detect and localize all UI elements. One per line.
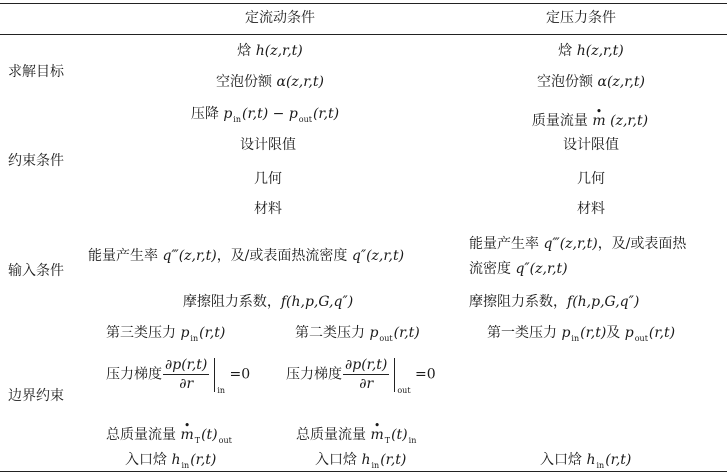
flow-void-fraction: 空泡份额 α(z,r,t) — [216, 74, 324, 90]
bottom-rule — [0, 471, 727, 472]
section-constraint: 约束条件 — [8, 153, 64, 169]
gradient-fraction: $\frac{\partial p(r,t)}{\partial r}$ — [165, 357, 208, 392]
flow-second-kind-pressure: 第二类压力 $p_{out}(r,t)$ — [295, 325, 420, 343]
evaluation-bar — [394, 358, 395, 392]
header-fixed-flow: 定流动条件 — [245, 10, 315, 26]
pressure-energy-generation-line1: 能量产生率 q‴(z,r,t)，及/或表面热 — [469, 236, 687, 252]
header-rule — [0, 34, 727, 35]
flow-total-mass-flow-in: 总质量流量 • $m_T(t)_{in}$ — [296, 426, 417, 446]
pressure-void-fraction: 空泡份额 α(z,r,t) — [537, 74, 645, 90]
pressure-material: 材料 — [577, 201, 605, 217]
pressure-geometry: 几何 — [577, 171, 605, 187]
flow-geometry: 几何 — [254, 171, 282, 187]
flow-inlet-enthalpy-1: 入口焓 $h_{in}(r,t)$ — [125, 452, 217, 470]
section-boundary: 边界约束 — [8, 388, 64, 404]
top-rule — [0, 3, 727, 4]
flow-enthalpy: 焓 h(z,r,t) — [237, 43, 303, 59]
header-fixed-pressure: 定压力条件 — [546, 10, 616, 26]
flow-friction-coefficient: 摩擦阻力系数，f(h,p,G,q″) — [182, 294, 354, 310]
gradient-fraction: $\frac{\partial p(r,t)}{\partial r}$ — [345, 357, 388, 392]
pressure-mass-flow: 质量流量 • m (z,r,t) — [532, 112, 648, 130]
pressure-inlet-enthalpy: 入口焓 $h_{in}(r,t)$ — [540, 452, 632, 470]
section-input: 输入条件 — [8, 263, 64, 279]
pressure-friction-coefficient: 摩擦阻力系数，f(h,p,G,q″) — [469, 294, 640, 310]
flow-material: 材料 — [254, 201, 282, 217]
flow-gradient-outlet: 压力梯度 $\frac{\partial p(r,t)}{\partial r}$ out =0 — [286, 357, 436, 395]
section-target: 求解目标 — [8, 64, 64, 80]
pressure-design-limit: 设计限值 — [563, 137, 619, 153]
flow-total-mass-flow-out: 总质量流量 • $m_T(t)_{out}$ — [106, 426, 233, 446]
flow-energy-generation: 能量产生率 q‴(z,r,t)，及/或表面热流密度 q″(z,r,t) — [88, 248, 405, 264]
flow-third-kind-pressure: 第三类压力 $p_{in}(r,t)$ — [106, 325, 226, 343]
flow-design-limit: 设计限值 — [240, 137, 296, 153]
pressure-energy-generation-line2: 流密度 q″(z,r,t) — [469, 261, 568, 277]
flow-inlet-enthalpy-2: 入口焓 $h_{in}(r,t)$ — [315, 452, 407, 470]
flow-gradient-inlet: 压力梯度 $\frac{\partial p(r,t)}{\partial r}$ in =0 — [106, 357, 251, 395]
pressure-first-kind-pressure: 第一类压力 $p_{in}(r,t)$及 $p_{out}(r,t)$ — [487, 325, 676, 343]
evaluation-bar — [214, 358, 215, 392]
flow-pressure-drop: 压降 $p_{in}(r,t) - p_{out}(r,t)$ — [190, 106, 340, 124]
pressure-enthalpy: 焓 h(z,r,t) — [558, 43, 624, 59]
